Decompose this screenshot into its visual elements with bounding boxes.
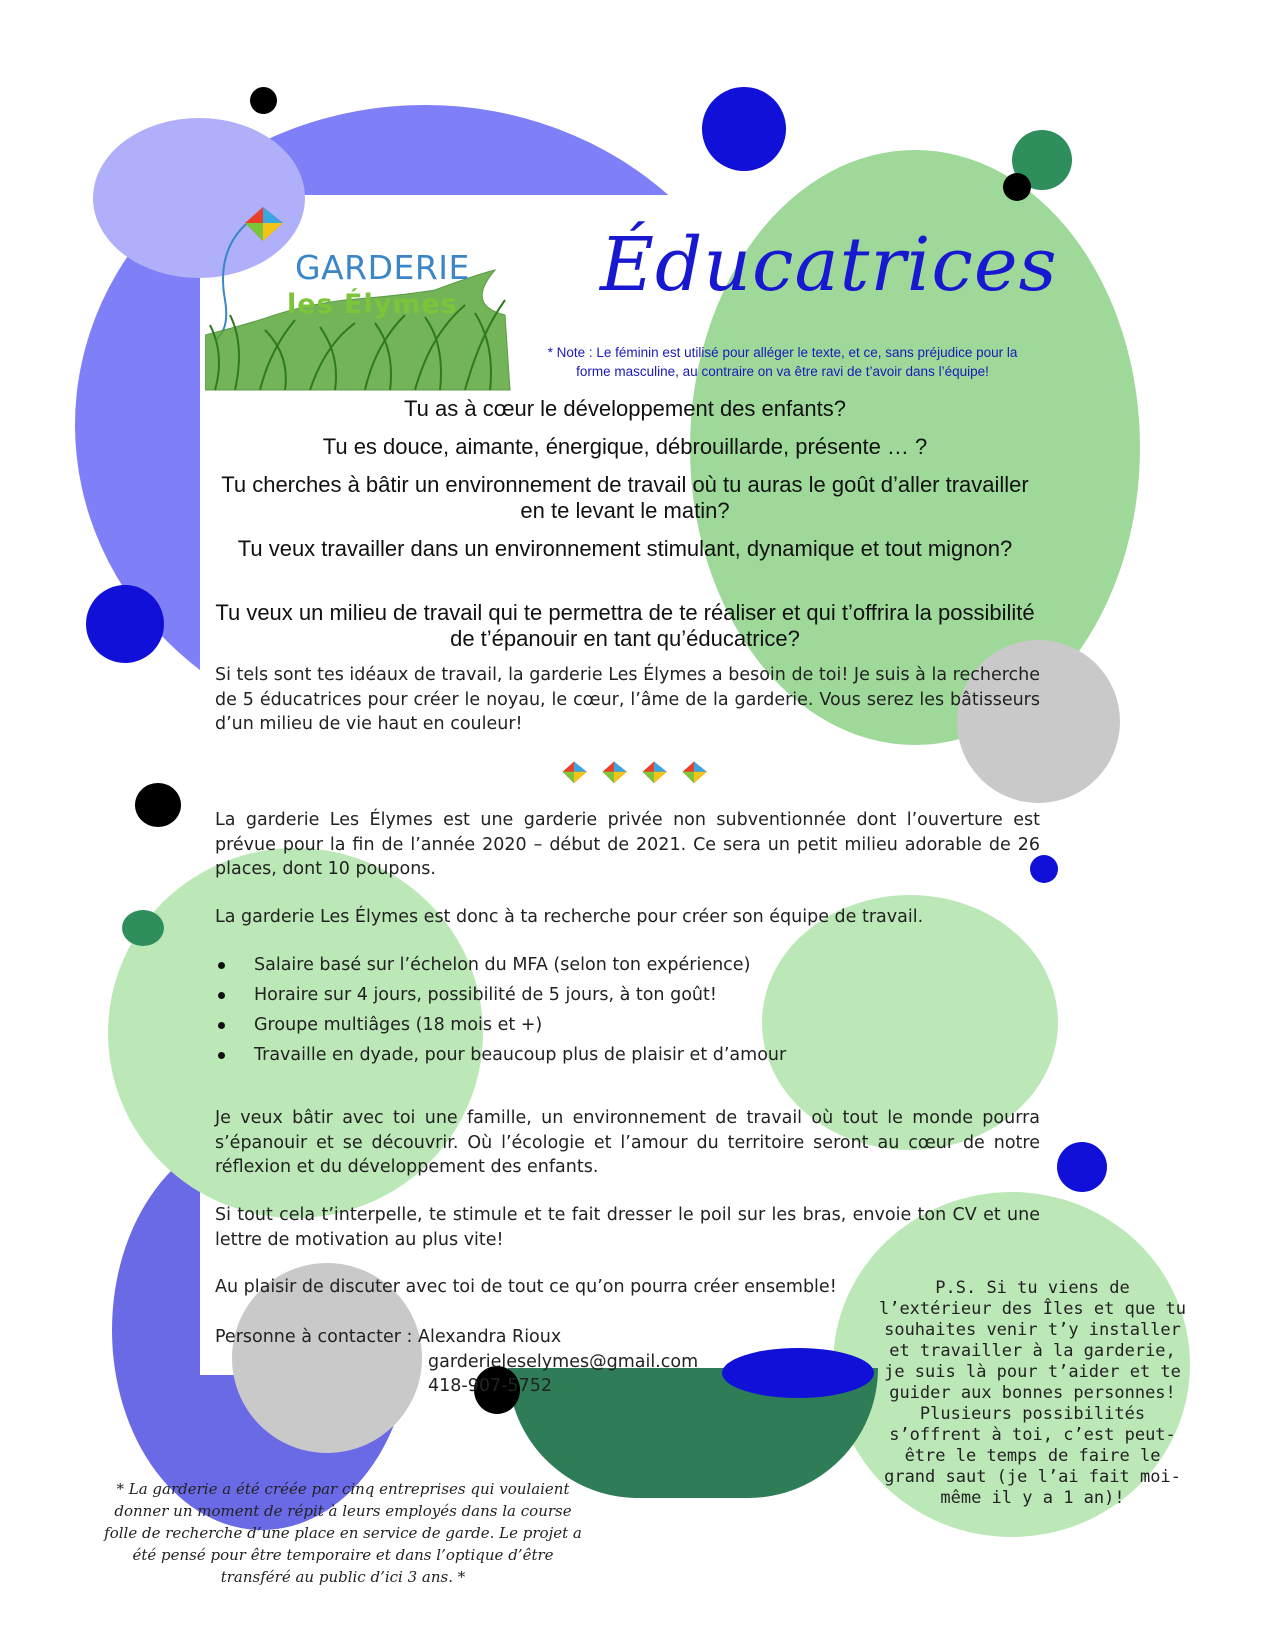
closing-paragraph: Au plaisir de discuter avec toi de tout ce qu’on pourra créer ensemble! — [215, 1277, 837, 1297]
list-item: Travaille en dyade, pour beaucoup plus de plaisir et d’amour — [212, 1040, 852, 1070]
blue-circle-right — [1057, 1142, 1107, 1192]
kite-icon — [600, 760, 628, 786]
footnote: * La garderie a été créée par cinq entreprises qui voulaient donner un moment de répit à leurs employés dans la course folle de recherche d’une place en service de garde. Le projet a été pensé pour être temporaire et dans l’optique d’être transféré au public d’ici 3 ans. * — [104, 1480, 582, 1586]
blue-circle-top — [702, 87, 786, 171]
kite-icon — [560, 760, 588, 786]
contact-block — [215, 1325, 698, 1399]
contact-phone[interactable]: 418-907-5752 — [428, 1376, 552, 1396]
kites-divider — [560, 760, 715, 790]
logo-title: GARDERIE — [295, 248, 470, 287]
question-2: Tu es douce, aimante, énergique, débrouillarde, présente … ? — [322, 434, 928, 459]
page-title: Éducatrices — [600, 222, 1058, 308]
question-3: Tu cherches à bâtir un environnement de travail où tu auras le goût d’aller travailler en te levant le matin? — [221, 472, 1029, 523]
question-4: Tu veux travailler dans un environnement stimulant, dynamique et tout mignon? — [237, 536, 1013, 561]
gender-note: * Note : Le féminin est utilisé pour alléger le texte, et ce, sans préjudice pour la forme masculine, au contraire on va être ravi de t’avoir dans l’équipe! — [547, 345, 1018, 379]
contact-label: Personne à contacter : Alexandra Rioux — [215, 1327, 562, 1347]
kite-icon — [640, 760, 668, 786]
black-dot-top — [250, 87, 277, 114]
logo — [205, 205, 515, 405]
black-dot-right — [1003, 173, 1031, 201]
searching-paragraph: La garderie Les Élymes est donc à ta recherche pour créer son équipe de travail. — [215, 907, 924, 927]
intro-paragraph: Si tels sont tes idéaux de travail, la garderie Les Élymes a besoin de toi! Je suis à la recherche de 5 éducatrices pour créer le noyau, le cœur, l’âme de la garderie. Vous serez les bâtisseurs d’un milieu de vie haut en couleur! — [215, 665, 1040, 734]
blue-circle-left — [86, 585, 164, 663]
list-item: Groupe multiâges (18 mois et +) — [212, 1010, 852, 1040]
list-item: Salaire basé sur l’échelon du MFA (selon ton expérience) — [212, 950, 852, 980]
contact-email[interactable]: garderieleselymes@gmail.com — [428, 1351, 699, 1372]
kite-icon — [680, 760, 708, 786]
dark-green-dot-left — [122, 910, 164, 946]
blue-oval-bottom — [722, 1348, 874, 1398]
benefits-list — [212, 950, 852, 1070]
logo-subtitle: les Élymes — [287, 289, 458, 320]
ps-note: P.S. Si tu viens de l’extérieur des Îles et que tu souhaites venir t’y installer et travailler à la garderie, je suis là pour t’aider et te guider aux bonnes personnes! Plusieurs possibilités s’offrent à toi, c’est peut-être le temps de faire le grand saut (je l’ai fait moi-même il y a 1 an)! — [878, 1278, 1187, 1508]
question-1: Tu as à cœur le développement des enfants? — [404, 396, 846, 421]
question-5: Tu veux un milieu de travail qui te permettra de te réaliser et qui t’offrira la possibilité de t’épanouir en tant qu’éducatrice? — [215, 600, 1035, 651]
vision-paragraph: Je veux bâtir avec toi une famille, un environnement de travail où tout le monde pourra s’épanouir et se découvrir. Où l’écologie et l’amour du territoire seront au cœur de notre réflexion et du développement des enfants. — [215, 1108, 1040, 1177]
about-paragraph: La garderie Les Élymes est une garderie privée non subventionnée dont l’ouverture est prévue pour la fin de l’année 2020 – début de 2021. Ce sera un petit milieu adorable de 26 places, dont 10 poupons. — [215, 810, 1040, 879]
black-dot-left — [135, 783, 181, 827]
kite-icon — [241, 205, 285, 245]
list-item: Horaire sur 4 jours, possibilité de 5 jours, à ton goût! — [212, 980, 852, 1010]
apply-paragraph: Si tout cela t’interpelle, te stimule et te fait dresser le poil sur les bras, envoie ton CV et une lettre de motivation au plus vite! — [215, 1205, 1040, 1250]
